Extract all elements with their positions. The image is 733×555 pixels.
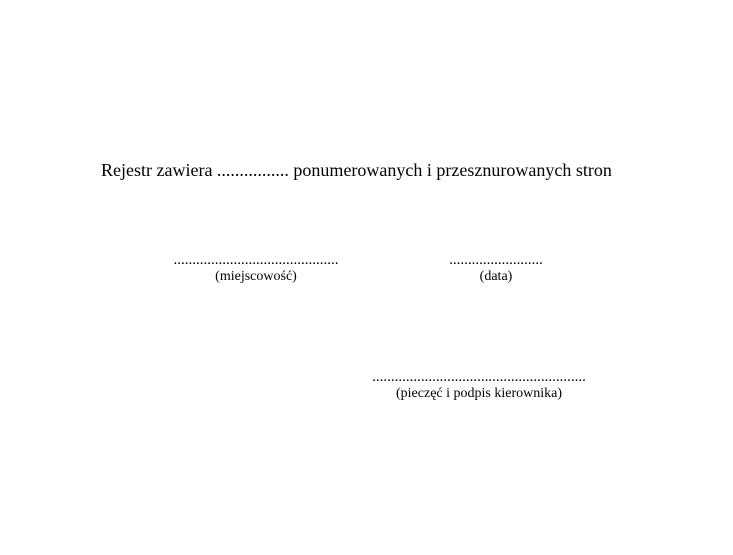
register-statement: Rejestr zawiera ................ ponumerowanych i przesznurowanych stron <box>101 160 612 180</box>
signature-caption: (pieczęć i podpis kierownika) <box>396 386 562 401</box>
place-field <box>156 252 356 286</box>
place-caption: (miejscowość) <box>215 269 297 284</box>
date-dotted-line: ......................... <box>449 252 543 268</box>
signature-field <box>348 369 610 403</box>
date-caption: (data) <box>479 269 513 284</box>
signature-dotted-line: ......................................................... <box>372 369 586 385</box>
place-dotted-line: ............................................ <box>173 252 339 268</box>
date-field <box>435 252 557 286</box>
